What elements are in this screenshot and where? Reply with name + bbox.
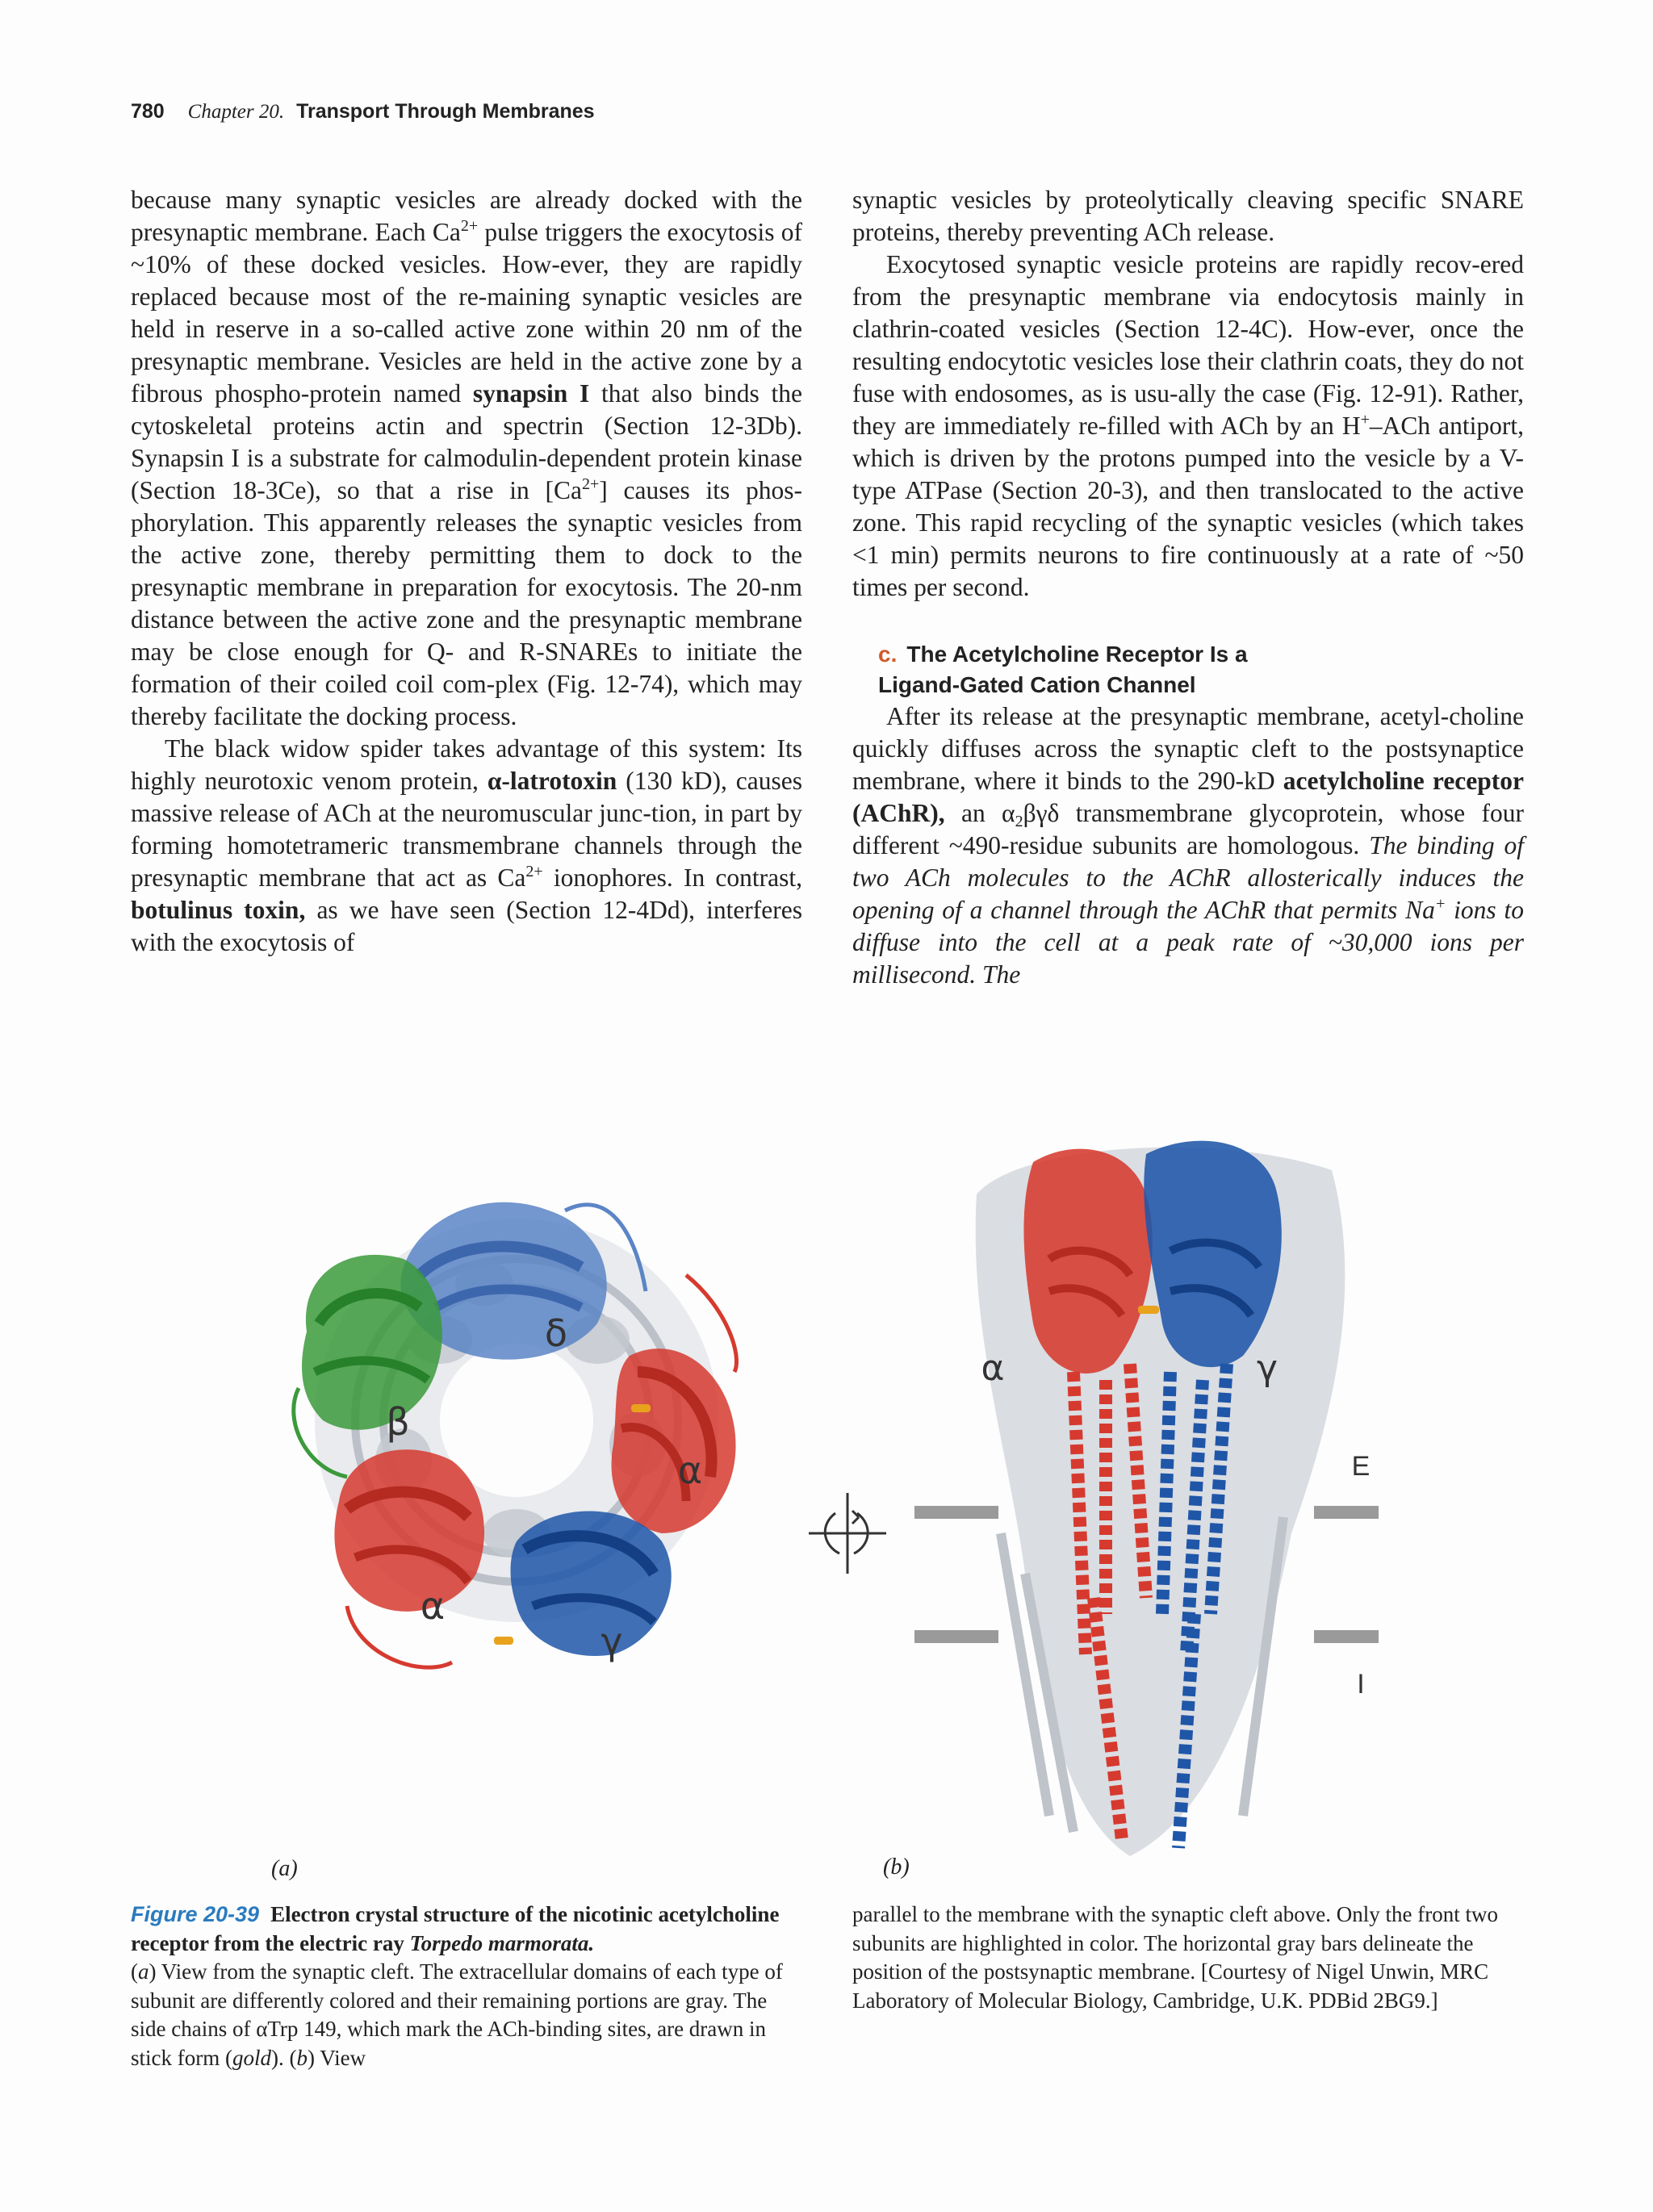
term-synapsin: synapsin I: [472, 379, 590, 408]
figure-caption-right: parallel to the membrane with the synaptic cleft above. Only the front two subunits are highlighted in color. The horizontal gray bars delineate the position of the postsynaptic membrane. [Courtesy of Nigel Unwin, MRC Laboratory of Molecular Biology, Cambridge, U.K. PDBid 2BG9.]: [852, 1902, 1498, 2013]
subunit-gamma: [511, 1512, 672, 1656]
panel-a-label: (a): [271, 1856, 298, 1881]
figure-caption-left: Figure 20-39 Electron crystal structure of the nicotinic acetylcholine receptor from the electric ray Torpedo marmorata. (a) View from the synaptic cleft. The extracellular domains of each type of subunit are differently colored and their remaining portions are gray. The side chains of αTrp 149, which mark the ACh-binding sites, are drawn in stick form (gold). (b) View: [131, 1902, 783, 2070]
term-botulinus: botulinus toxin,: [131, 896, 306, 924]
section-heading: c. The Acetylcholine Receptor Is a Ligand-Gated Cation Channel: [878, 642, 1248, 697]
paragraph: Exocytosed synaptic vesicle proteins are rapidly recov-ered from the presynaptic membrane via endocytosis mainly in clathrin-coated vesicles (Section 12-4C). How-ever, once the resulting endocytotic vesicles lose their clathrin coats, they do not fuse with endosomes, as is usu-ally the case (Fig. 12-91). Rather, they are immediately re-filled with ACh by an H+–ACh antiport, which is driven by the protons pumped into the vesicle by a V-type ATPase (Section 20-3), and then translocated to the active zone. This rapid recycling of the synaptic vesicles (which takes <1 min) permits neurons to fire continuously at a rate of ~50 times per second.: [852, 250, 1524, 601]
term-achr: acetylcholine receptor (AChR),: [852, 767, 1524, 827]
paragraph: The black widow spider takes advantage of this system: Its highly neurotoxic venom protein, α-latrotoxin (130 kD), causes massive release of ACh at the neuromuscular junc-tion, in part by forming homotetrameric transmembrane channels through the presynaptic membrane that act as $Ca^{2+}$ ionophores. In contrast, botulinus toxin, as we have seen (Section 12-4Dd), interferes with the exocytosis of: [131, 734, 803, 956]
label-gamma-side: γ: [1256, 1348, 1278, 1389]
label-alpha-side: α: [981, 1348, 1005, 1389]
section-letter: c.: [878, 642, 898, 667]
term-latrotoxin: α-latrotoxin: [487, 767, 617, 795]
panel-b-label: (b): [883, 1854, 910, 1880]
label-beta: β: [386, 1400, 410, 1444]
label-gamma: γ: [601, 1620, 623, 1663]
label-alpha-right: α: [677, 1449, 703, 1492]
paragraph: After its release at the presynaptic membrane, acetyl-choline quickly diffuses across the synaptic cleft to the postsynaptice membrane, where it binds to the 290-kD acetylcholine receptor (AChR), an α2βγδ transmembrane glycoprotein, whose four different ~490-residue subunits are homologous. The binding of two ACh molecules to the AChR allosterically induces the opening of a channel through the AChR that permits Na+ ions to diffuse into the cell at a peak rate of ~30,000 ions per millisecond. The: [852, 702, 1524, 989]
paragraph: because many synaptic vesicles are already docked with the presynaptic membrane. Each $Ca^{2+}$ pulse triggers the exocytosis of ~10% of these docked vesicles. How-ever, they are rapidly replaced because most of the re-maining synaptic vesicles are held in reserve in a so-called active zone within 20 nm of the presynaptic membrane. Vesicles are held in the active zone by a fibrous phospho-protein named synapsin I that also binds the cytoskeletal proteins actin and spectrin (Section 12-3Db). Synapsin I is a substrate for calmodulin-dependent protein kinase (Section 18-3Ce), so that a rise in $[Ca^{2+}]$ causes its phos-phorylation. This apparently releases the synaptic vesicles from the active zone, thereby permitting them to dock to the presynaptic membrane in preparation for exocytosis. The 20-nm distance between the active zone and the presynaptic membrane may be close enough for Q- and R-SNAREs to initiate the formation of their coiled coil com-plex (Fig. 12-74), which may thereby facilitate the docking process.: [131, 186, 803, 730]
label-extracellular: E: [1351, 1451, 1371, 1482]
page-number: 780: [131, 100, 165, 123]
ach-binding-stick-side: [1138, 1306, 1159, 1314]
label-intracellular: I: [1357, 1669, 1365, 1700]
label-delta: δ: [544, 1311, 568, 1355]
figure-number: Figure 20-39: [131, 1902, 260, 1926]
chapter-title: Transport Through Membranes: [296, 100, 595, 123]
panel-a-structure: [294, 1202, 737, 1667]
paragraph: synaptic vesicles by proteolytically cleaving specific SNARE proteins, thereby preventing ACh release.: [852, 186, 1524, 246]
subunit-alpha-left: [334, 1449, 484, 1667]
label-alpha-left: α: [420, 1584, 446, 1628]
chapter-label: Chapter 20.: [187, 101, 285, 123]
panel-b-structure: [914, 1141, 1379, 1856]
rotation-arrow-icon: [809, 1493, 886, 1574]
